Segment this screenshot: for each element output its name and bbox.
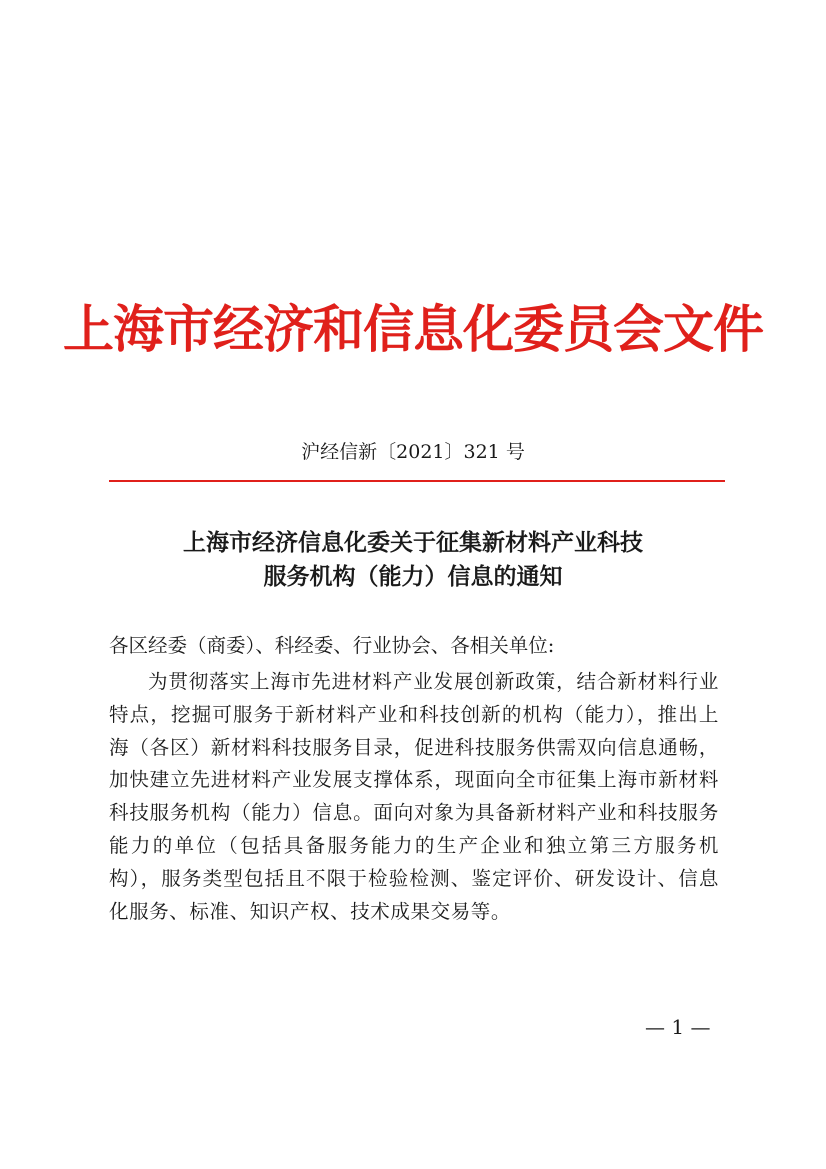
document-title-line-2: 服务机构（能力）信息的通知 — [263, 563, 563, 590]
document-number: 沪经信新〔2021〕321 号 — [301, 441, 525, 463]
addressee-line: 各区经委（商委）、科经委、行业协会、各相关单位: — [109, 634, 555, 657]
page-number: — 1 — — [645, 1015, 711, 1039]
body-paragraph: 为贯彻落实上海市先进材料产业发展创新政策，结合新材料行业特点，挖掘可服务于新材料产业和科技创新的机构（能力），推出上海（各区）新材料科技服务目录，促进科技服务供需双向信息通畅，加快建立先进材料产业发展支撑体系，现面向全市征集上海市新材料科技服务机构（能力）信息。面向对象为具备新材料产业和科技服务能力的单位（包括具备服务能力的生产企业和独立第三方服务机构），服务类型包括且不限于检验检测、鉴定评价、研发设计、信息化服务、标准、知识产权、技术成果交易等。 — [109, 670, 719, 923]
document-title — [0, 526, 826, 594]
document-title-line-1: 上海市经济信息化委关于征集新材料产业科技 — [183, 529, 643, 556]
document-masthead: 上海市经济和信息化委员会文件 — [62, 300, 763, 360]
red-divider-line — [109, 480, 725, 482]
